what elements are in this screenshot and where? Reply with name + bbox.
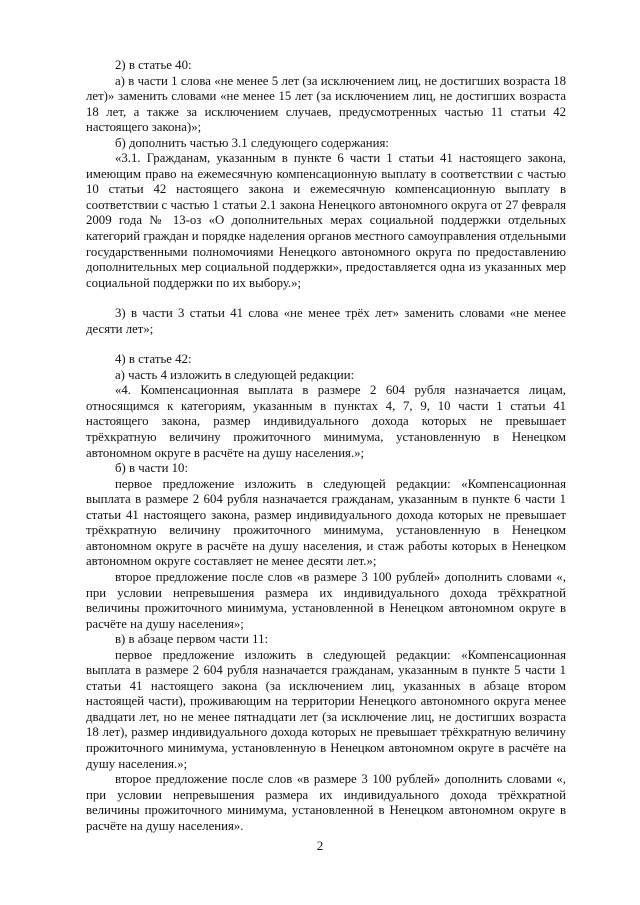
page-number: 2 xyxy=(316,838,324,853)
paragraph: б) дополнить частью 3.1 следующего содержания: xyxy=(115,135,389,150)
paragraph: второе предложение после слов «в размере 3 100 рублей» дополнить словами «, при условии непревышения размера их индивидуального дохода трёхкратной величины прожиточного минимума, установленной в Ненецком автономном округе в расчёте на душу населения»; xyxy=(86,569,566,631)
paragraph: 2) в статье 40: xyxy=(115,58,192,72)
paragraph: первое предложение изложить в следующей редакции: «Компенсационная выплата в размере 2 604 рубля назначается гражданам, указанным в пункте 5 части 1 статьи 41 настоящего закона (за исключением лиц, указанных в абзаце втором настоящей части), проживающим на территории Ненецкого автономного округа менее двадцати лет, но не менее пятнадцати лет (за исключение лиц, не достигших возраста 18 лет), размер индивидуального дохода которых не превышает трёхкратную величину прожиточного минимума, установленную в Ненецком автономном округе в расчёте на душу населения.»; xyxy=(86,647,566,771)
paragraph: второе предложение после слов «в размере 3 100 рублей» дополнить словами «, при условии непревышения размера их индивидуального дохода трёхкратной величины прожиточного минимума, установленной в Ненецком автономном округе в расчёте на душу населения». xyxy=(86,772,566,833)
paragraph: а) часть 4 изложить в следующей редакции: xyxy=(115,367,355,382)
paragraph: б) в части 10: xyxy=(115,461,189,476)
paragraph-gap xyxy=(86,291,566,306)
paragraph-gap xyxy=(86,337,566,352)
paragraph: «4. Компенсационная выплата в размере 2 604 рубля назначается лицам, относящимся к категориям, указанным в пунктах 4, 7, 9, 10 части 1 статьи 41 настоящего закона, размер индивидуального дохода которых не превышает трёхкратную величину прожиточного минимума, установленную в Ненецком автономном округе в расчёте на душу населения.»; xyxy=(86,383,566,460)
paragraph: 3) в части 3 статьи 41 слова «не менее трёх лет» заменить словами «не менее десяти лет»; xyxy=(86,306,566,336)
paragraph: а) в части 1 слова «не менее 5 лет (за исключением лиц, не достигших возраста 18 лет)» заменить словами «не менее 15 лет (за исключением лиц, не достигших возраста 18 лет, а также за исключением случаев, предусмотренных частью 11 статьи 42 настоящего закона)»; xyxy=(86,73,566,135)
paragraph: 4) в статье 42: xyxy=(115,352,192,367)
document-body xyxy=(86,58,566,834)
paragraph: первое предложение изложить в следующей редакции: «Компенсационная выплата в размере 2 604 рубля назначается гражданам, указанным в пункте 6 части 1 статьи 41 настоящего закона, размер индивидуального дохода которых не превышает трёхкратную величину прожиточного минимума, установленную в Ненецком автономном округе в расчёте на душу населения, и стаж работы которых в Ненецком автономном округе составляет не менее десяти лет.»; xyxy=(86,476,566,569)
paragraph: в) в абзаце первом части 11: xyxy=(115,632,269,647)
paragraph: «3.1. Гражданам, указанным в пункте 6 части 1 статьи 41 настоящего закона, имеющим право на ежемесячную компенсационную выплату в соответствии с частью 10 статьи 42 настоящего закона и ежемесячную компенсационную выплату в соответствии с частью 1 статьи 2.1 закона Ненецкого автономного округа от 27 февраля 2009 года № 13-оз «О дополнительных мерах социальной поддержки отдельных категорий граждан и порядке наделения органов местного самоуправления отдельными государственными полномочиями Ненецкого автономного округа по предоставлению дополнительных мер социальной поддержки», предоставляется одна из указанных мер социальной поддержки по их выбору.»; xyxy=(86,151,566,290)
